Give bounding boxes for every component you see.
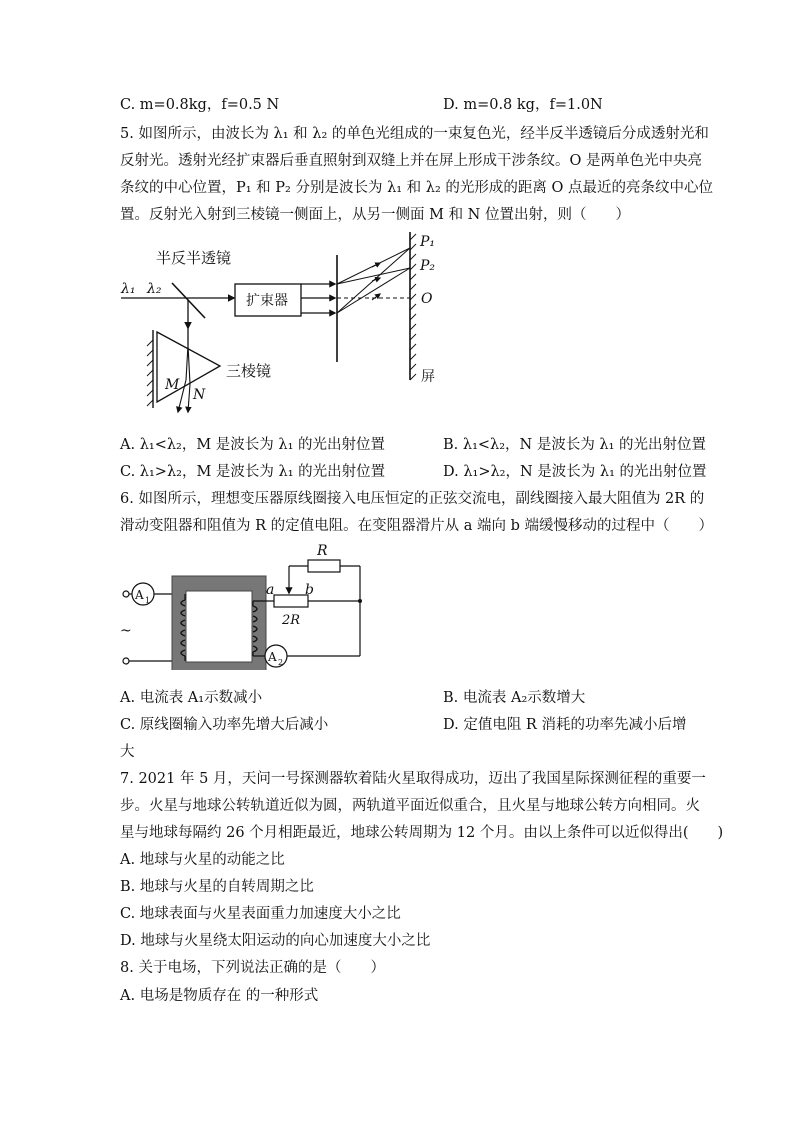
q4-option-d: D. m=0.8 kg，f=1.0N <box>443 97 603 113</box>
mirror-label: 半反半透镜 <box>156 249 232 267</box>
q7-option-c: C. 地球表面与火星表面重力加速度大小之比 <box>120 906 401 922</box>
q5-stem-line-4: 置。反射光入射到三棱镜一侧面上，从另一侧面 M 和 N 位置出射，则（ ） <box>120 207 630 223</box>
m-label: M <box>165 377 180 393</box>
screen-label: 屏 <box>421 369 435 385</box>
n-label: N <box>193 387 206 403</box>
q5-option-c: C. λ₁>λ₂，M 是波长为 λ₁ 的光出射位置 <box>120 464 386 480</box>
q8-option-a: A. 电场是物质存在 的一种形式 <box>120 988 319 1004</box>
fixed-resistor <box>308 560 340 572</box>
svg-text:1: 1 <box>145 596 151 605</box>
q6-option-d-continued: 大 <box>120 744 135 760</box>
p2-label: P₂ <box>420 258 436 274</box>
q7-option-d: D. 地球与火星绕太阳运动的向心加速度大小之比 <box>120 933 431 949</box>
rheostat <box>274 595 308 607</box>
q5-stem-line-3: 条纹的中心位置，P₁ 和 P₂ 分别是波长为 λ₁ 和 λ₂ 的光形成的距离 O 点最近的亮条纹中心位 <box>120 180 714 196</box>
q6-option-b: B. 电流表 A₂示数增大 <box>443 690 586 706</box>
q8-stem: 8. 关于电场，下列说法正确的是（ ） <box>120 960 385 976</box>
q6-option-c: C. 原线圈输入功率先增大后减小 <box>120 717 329 733</box>
q7-option-b: B. 地球与火星的自转周期之比 <box>120 879 314 895</box>
q5-option-b: B. λ₁<λ₂，N 是波长为 λ₁ 的光出射位置 <box>443 437 707 453</box>
q6-stem-line-1: 6. 如图所示，理想变压器原线圈接入电压恒定的正弦交流电，副线圈接入最大阻值为 2R 的 <box>120 491 705 507</box>
q7-option-a: A. 地球与火星的动能之比 <box>120 852 285 868</box>
svg-text:A: A <box>268 650 277 664</box>
q5-optics-diagram <box>110 225 450 415</box>
q5-option-d: D. λ₁>λ₂，N 是波长为 λ₁ 的光出射位置 <box>443 464 707 480</box>
q6-option-a: A. 电流表 A₁示数减小 <box>120 690 263 706</box>
q4-option-c: C. m=0.8kg，f=0.5 N <box>120 97 280 113</box>
o-label: O <box>421 291 433 307</box>
p1-label: P₁ <box>420 234 436 250</box>
svg-text:R: R <box>317 543 328 559</box>
svg-text:a: a <box>266 582 275 598</box>
prism-label: 三棱镜 <box>226 362 272 380</box>
q5-option-a: A. λ₁<λ₂，M 是波长为 λ₁ 的光出射位置 <box>120 437 386 453</box>
svg-text:b: b <box>305 582 314 598</box>
lambda2-label: λ₂ <box>147 281 162 297</box>
expander-label: 扩束器 <box>246 293 288 309</box>
svg-text:2R: 2R <box>282 613 301 628</box>
q5-stem-line-1: 5. 如图所示，由波长为 λ₁ 和 λ₂ 的单色光组成的一束复色光，经半反半透镜后分成透射光和 <box>120 126 709 142</box>
q7-stem-line-1: 7. 2021 年 5 月，天问一号探测器软着陆火星取得成功，迈出了我国星际探测征程的重要一 <box>120 771 706 787</box>
ac-symbol: ~ <box>120 623 132 639</box>
q6-option-d: D. 定值电阻 R 消耗的功率先减小后增 <box>443 717 687 733</box>
q5-stem-line-2: 反射光。透射光经扩束器后垂直照射到双缝上并在屏上形成干涉条纹。O 是两单色光中央亮 <box>120 153 702 169</box>
q7-stem-line-3: 星与地球每隔约 26 个月相距最近，地球公转周期为 12 个月。由以上条件可以近似得出( ) <box>120 825 724 841</box>
svg-text:2: 2 <box>278 658 284 667</box>
q6-transformer-circuit <box>115 540 375 670</box>
lambda1-label: λ₁ <box>121 281 136 297</box>
svg-text:A: A <box>135 588 144 602</box>
q7-stem-line-2: 步。火星与地球公转轨道近似为圆，两轨道平面近似重合，且火星与地球公转方向相同。火 <box>120 798 700 814</box>
q6-stem-line-2: 滑动变阻器和阻值为 R 的定值电阻。在变阻器滑片从 a 端向 b 端缓慢移动的过程中（ ） <box>120 518 713 534</box>
